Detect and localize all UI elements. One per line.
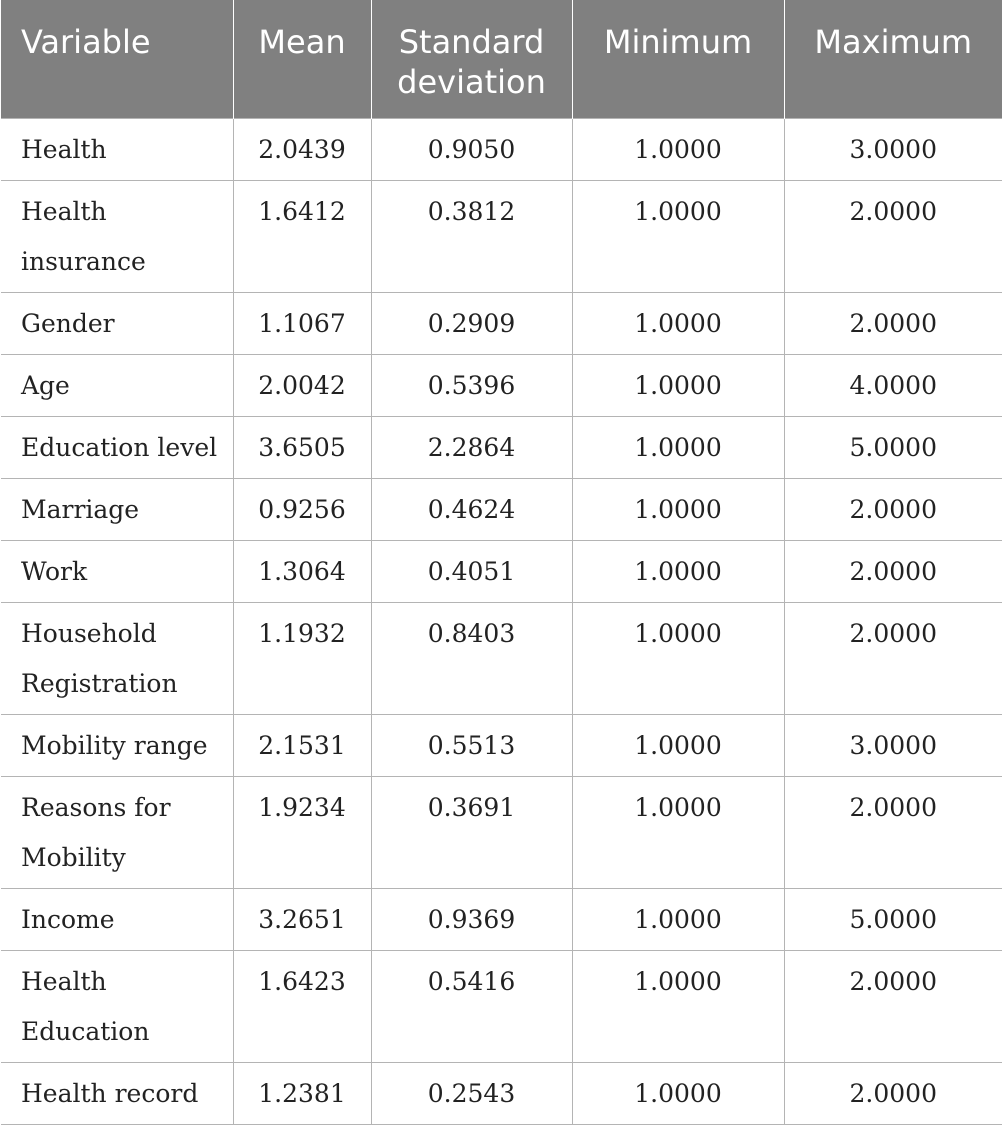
mean-cell: 2.0439 [233, 118, 371, 180]
variable-cell: Marriage [1, 478, 233, 540]
table-row [1, 354, 1002, 416]
variable-cell: Health record [1, 1062, 233, 1124]
mean-cell: 1.3064 [233, 540, 371, 602]
table-row [1, 1062, 1002, 1124]
variable-cell: Gender [1, 292, 233, 354]
sd-cell: 0.5396 [371, 354, 572, 416]
min-cell: 1.0000 [572, 1062, 784, 1124]
mean-cell: 2.1531 [233, 714, 371, 776]
min-cell: 1.0000 [572, 950, 784, 1062]
table-row [1, 540, 1002, 602]
mean-cell: 1.1932 [233, 602, 371, 714]
variable-cell: Mobility range [1, 714, 233, 776]
max-cell: 3.0000 [784, 118, 1002, 180]
min-cell: 1.0000 [572, 540, 784, 602]
min-cell: 1.0000 [572, 354, 784, 416]
min-cell: 1.0000 [572, 292, 784, 354]
sd-cell: 0.2909 [371, 292, 572, 354]
max-cell: 2.0000 [784, 1062, 1002, 1124]
sd-cell: 0.3691 [371, 776, 572, 888]
header-standard-deviation: Standard deviation [371, 0, 572, 118]
min-cell: 1.0000 [572, 888, 784, 950]
variable-cell: Work [1, 540, 233, 602]
variable-cell: Age [1, 354, 233, 416]
sd-cell: 0.4624 [371, 478, 572, 540]
sd-cell: 0.2543 [371, 1062, 572, 1124]
variable-cell: Reasons for Mobility [1, 776, 233, 888]
table-row [1, 478, 1002, 540]
max-cell: 5.0000 [784, 416, 1002, 478]
max-cell: 2.0000 [784, 776, 1002, 888]
table-row [1, 416, 1002, 478]
descriptive-statistics-table [1, 0, 1002, 1125]
variable-cell: Health [1, 118, 233, 180]
table-row [1, 602, 1002, 714]
max-cell: 2.0000 [784, 180, 1002, 292]
max-cell: 2.0000 [784, 602, 1002, 714]
sd-cell: 0.5416 [371, 950, 572, 1062]
variable-cell: Household Registration [1, 602, 233, 714]
header-mean: Mean [233, 0, 371, 118]
sd-cell: 2.2864 [371, 416, 572, 478]
header-minimum: Minimum [572, 0, 784, 118]
sd-cell: 0.3812 [371, 180, 572, 292]
table-row [1, 950, 1002, 1062]
table-row [1, 776, 1002, 888]
variable-cell: Health insurance [1, 180, 233, 292]
table-row [1, 118, 1002, 180]
sd-cell: 0.4051 [371, 540, 572, 602]
min-cell: 1.0000 [572, 714, 784, 776]
sd-cell: 0.8403 [371, 602, 572, 714]
table-row [1, 292, 1002, 354]
max-cell: 3.0000 [784, 714, 1002, 776]
table-row [1, 714, 1002, 776]
mean-cell: 1.6412 [233, 180, 371, 292]
max-cell: 4.0000 [784, 354, 1002, 416]
header-row [1, 0, 1002, 118]
sd-cell: 0.9369 [371, 888, 572, 950]
sd-cell: 0.5513 [371, 714, 572, 776]
min-cell: 1.0000 [572, 118, 784, 180]
table-row [1, 888, 1002, 950]
min-cell: 1.0000 [572, 478, 784, 540]
header-maximum: Maximum [784, 0, 1002, 118]
mean-cell: 1.9234 [233, 776, 371, 888]
max-cell: 2.0000 [784, 292, 1002, 354]
min-cell: 1.0000 [572, 602, 784, 714]
variable-cell: Health Education [1, 950, 233, 1062]
max-cell: 2.0000 [784, 950, 1002, 1062]
max-cell: 2.0000 [784, 478, 1002, 540]
mean-cell: 1.2381 [233, 1062, 371, 1124]
min-cell: 1.0000 [572, 180, 784, 292]
max-cell: 2.0000 [784, 540, 1002, 602]
mean-cell: 0.9256 [233, 478, 371, 540]
mean-cell: 2.0042 [233, 354, 371, 416]
max-cell: 5.0000 [784, 888, 1002, 950]
table-row [1, 180, 1002, 292]
min-cell: 1.0000 [572, 776, 784, 888]
variable-cell: Education level [1, 416, 233, 478]
mean-cell: 3.2651 [233, 888, 371, 950]
header-variable: Variable [1, 0, 233, 118]
sd-cell: 0.9050 [371, 118, 572, 180]
mean-cell: 3.6505 [233, 416, 371, 478]
mean-cell: 1.1067 [233, 292, 371, 354]
min-cell: 1.0000 [572, 416, 784, 478]
variable-cell: Income [1, 888, 233, 950]
mean-cell: 1.6423 [233, 950, 371, 1062]
